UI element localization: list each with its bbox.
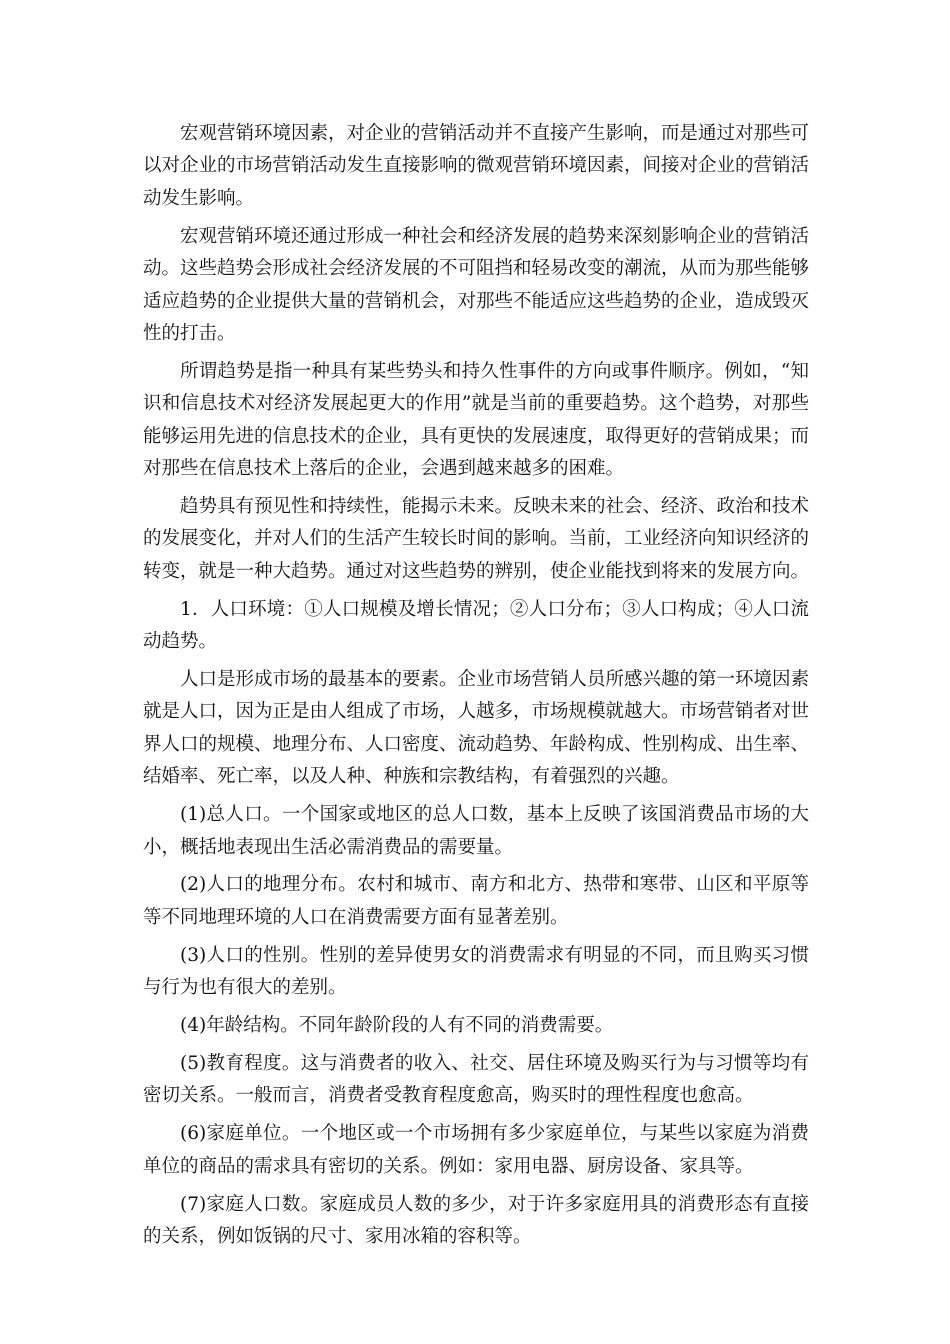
- paragraph-trend-characteristics: 趋势具有预见性和持续性，能揭示未来。反映未来的社会、经济、政治和技术的发展变化，并对人们的生活产生较长时间的影响。当前，工业经济向知识经济的转变，就是一种大趋势。通过对这些趋势的辨别，使企业能找到将来的发展方向。: [143, 495, 810, 582]
- list-item-household-units: (6)家庭单位。一个地区或一个市场拥有多少家庭单位，与某些以家庭为消费单位的商品的需求具有密切的关系。例如：家用电器、厨房设备、家具等。: [143, 1123, 809, 1177]
- list-item-geographic-distribution: (2)人口的地理分布。农村和城市、南方和北方、热带和寒带、山区和平原等等不同地理环境的人口在消费需要方面有显著差别。: [143, 874, 809, 928]
- paragraph-population-basic-element: 人口是形成市场的最基本的要素。企业市场营销人员所感兴趣的第一环境因素就是人口，因为正是由人组成了市场，人越多，市场规模就越大。市场营销者对世界人口的规模、地理分布、人口密度、流动趋势、年龄构成、性别构成、出生率、结婚率、死亡率，以及人种、种族和宗教结构，有着强烈的兴趣。: [143, 669, 810, 788]
- paragraph-social-economic-trend: 宏观营销环境还通过形成一种社会和经济发展的趋势来深刻影响企业的营销活动。这些趋势会形成社会经济发展的不可阻挡和轻易改变的潮流，从而为那些能够适应趋势的企业提供大量的营销机会，对那些不能适应这些趋势的企业，造成毁灭性的打击。: [143, 225, 810, 344]
- list-item-education-level: (5)教育程度。这与消费者的收入、社交、居住环境及购买行为与习惯等均有密切关系。一般而言，消费者受教育程度愈高，购买时的理性程度也愈高。: [143, 1052, 809, 1107]
- list-item-age-structure: (4)年龄结构。不同年龄阶段的人有不同的消费需要。: [180, 1015, 614, 1037]
- list-item-gender: (3)人口的性别。性别的差异使男女的消费需求有明显的不同，而且购买习惯与行为也有很大的差别。: [143, 944, 809, 999]
- list-item-household-size: (7)家庭人口数。家庭成员人数的多少，对于许多家庭用具的消费形态有直接的关系，例如饭锅的尺寸、家用冰箱的容积等。: [143, 1193, 809, 1247]
- paragraph-trend-definition: 所谓趋势是指一种具有某些势头和持久性事件的方向或事件顺序。例如，“知识和信息技术对经济发展起更大的作用”就是当前的重要趋势。这个趋势，对那些能够运用先进的信息技术的企业，具有更快的发展速度，取得更好的营销成果；而对那些在信息技术上落后的企业，会遇到越来越多的困难。: [143, 360, 810, 480]
- list-item-total-population: (1)总人口。一个国家或地区的总人口数，基本上反映了该国消费品市场的大小，概括地表现出生活必需消费品的需要量。: [143, 804, 809, 858]
- paragraph-macro-environment: 宏观营销环境因素，对企业的营销活动并不直接产生影响，而是通过对那些可以对企业的市场营销活动发生直接影响的微观营销环境因素，间接对企业的营销活动发生影响。: [143, 123, 810, 209]
- document-body: [143, 118, 809, 1259]
- paragraph-population-environment-heading: 1．人口环境：①人口规模及增长情况；②人口分布；③人口构成；④人口流动趋势。: [143, 598, 809, 653]
